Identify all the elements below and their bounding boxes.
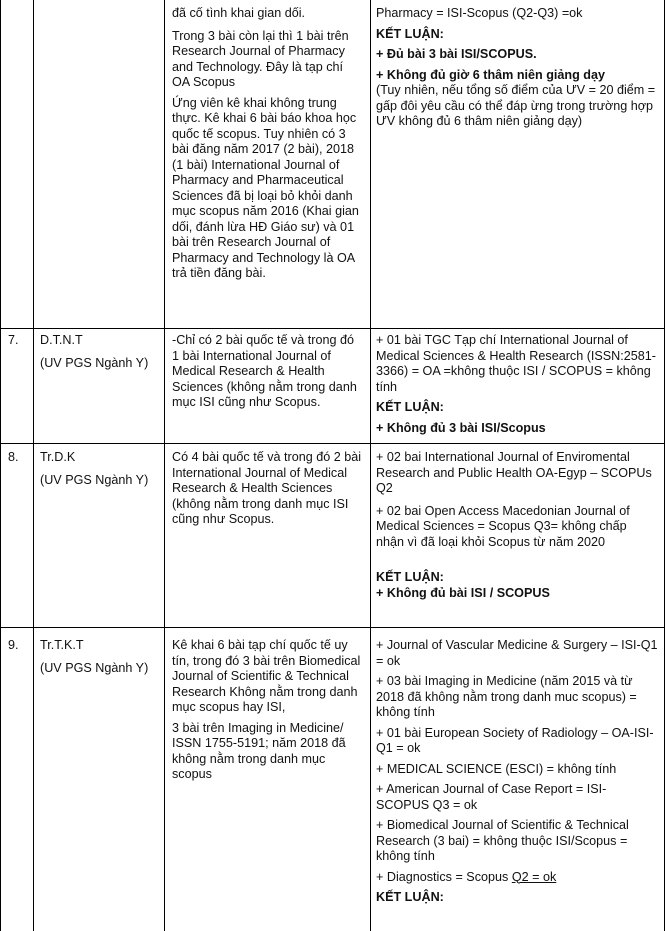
column-divider-3 <box>370 0 371 931</box>
assessment-text-prefix: + Diagnostics = Scopus <box>376 869 512 884</box>
conclusion-note: (Tuy nhiên, nếu tổng số điểm của ƯV = 20 điểm = gấp đôi yêu cầu có thể đáp ừng trong trường hợp ƯV không đủ 6 thâm niên giảng dạy) <box>376 83 656 128</box>
table-border-left <box>0 0 1 931</box>
findings-text: -Chỉ có 2 bài quốc tế và trong đó 1 bài International Journal of Medical Research & Health Sciences (không nằm trong danh mục ISI cũng như Scopus. <box>172 333 357 409</box>
assessment-cell <box>376 638 658 906</box>
assessment-text: + Journal of Vascular Medicine & Surgery – ISI-Q1 = ok <box>376 638 658 668</box>
assessment-text: + 01 bài TGC Tạp chí International Journal of Medical Sciences & Health Research (ISSN:2581-3366) = OA =không thuộc ISI / SCOPUS = không tính <box>376 333 656 394</box>
conclusion-text: + Không đủ 3 bài ISI/Scopus <box>376 420 546 435</box>
conclusion-label: KẾT LUẬN: <box>376 890 444 904</box>
findings-text: đã cố tình khai gian dối. <box>172 6 306 20</box>
row-number: 9. <box>8 638 19 652</box>
findings-cell <box>172 450 364 528</box>
assessment-cell <box>376 450 658 601</box>
findings-cell <box>172 333 364 411</box>
table-row <box>172 6 364 282</box>
assessment-text: Pharmacy = ISI-Scopus (Q2-Q3) =ok <box>376 6 583 20</box>
assessment-text: + MEDICAL SCIENCE (ESCI) = không tính <box>376 761 617 776</box>
candidate-name: Tr.D.K <box>40 450 76 464</box>
row-divider-9 <box>0 627 665 628</box>
findings-text: Kê khai 6 bài tạp chí quốc tế uy tín, trong đó 3 bài trên Biomedical Journal of Scientific & Technical Research Không nằm trong danh mục scopus hay ISI, <box>172 638 361 714</box>
underlined-quartile: Q2 = ok <box>511 869 557 884</box>
row-number: 8. <box>8 450 19 464</box>
conclusion-text: + Đủ bài 3 bài ISI/SCOPUS. <box>376 47 537 61</box>
candidate-cell <box>40 638 160 676</box>
row-divider-7 <box>0 328 665 329</box>
findings-text: Trong 3 bài còn lại thì 1 bài trên Research Journal of Pharmacy and Technology. Đây là tạp chí OA Scopus <box>172 28 349 89</box>
findings-text: Ứng viên kê khai không trung thực. Kê khai 6 bài báo khoa học quốc tế scopus. Tuy nhiên có 3 bài đăng năm 2017 (2 bài), 2018 (1 bài) International Journal of Pharmacy and Pharmaceutical Sciences đã bị loại bỏ khỏi danh mục scopus năm 2016 (Khai gian dối, đánh lừa HĐ Giáo sư) và 01 bài trên Research Journal of Pharmacy and Technology là OA trả tiền đăng bài. <box>172 95 359 280</box>
candidate-name: D.T.N.T <box>40 333 83 347</box>
candidate-role: (UV PGS Ngành Y) <box>40 472 149 487</box>
assessment-text: + Biomedical Journal of Scientific & Technical Research (3 bai) = không thuộc ISI/Scopus = không tính <box>376 818 629 863</box>
column-divider-1 <box>33 0 34 931</box>
assessment-text: + 02 bai Open Access Macedonian Journal of Medical Sciences = Scopus Q3= không chấp nhận vì đã loại khỏi Scopus từ năm 2020 <box>376 503 630 549</box>
assessment-cell <box>376 333 658 436</box>
conclusion-label: KẾT LUẬN: <box>376 26 444 41</box>
conclusion-label: KẾT LUẬN: <box>376 400 444 414</box>
conclusion-label: KẾT LUẬN: <box>376 570 444 584</box>
candidate-cell <box>40 450 160 488</box>
findings-text: Có 4 bài quốc tế và trong đó 2 bài International Journal of Medical Research & Health Sciences (không nằm trong danh mục ISI cũng như Scopus. <box>172 450 362 526</box>
assessment-text: + 01 bài European Society of Radiology – OA-ISI-Q1 = ok <box>376 725 654 755</box>
row-divider-8 <box>0 443 665 444</box>
assessment-text: + 03 bài Imaging in Medicine (năm 2015 và từ 2018 đã không nằm trong danh muc scopus) = không tính <box>376 674 637 719</box>
findings-text: 3 bài trên Imaging in Medicine/ ISSN 1755-5191; năm 2018 đã không nằm trong danh mục scopus <box>172 720 346 781</box>
assessment-text: + American Journal of Case Report = ISI-SCOPUS Q3 = ok <box>376 782 607 812</box>
candidate-role: (UV PGS Ngành Y) <box>40 355 149 370</box>
findings-cell <box>172 638 364 783</box>
assessment-text <box>376 870 658 886</box>
conclusion-text: + Không đủ bài ISI / SCOPUS <box>376 585 550 600</box>
candidate-cell <box>40 333 160 371</box>
candidate-name: Tr.T.K.T <box>40 638 84 652</box>
column-divider-2 <box>164 0 165 931</box>
candidate-role: (UV PGS Ngành Y) <box>40 660 149 675</box>
assessment-text: + 02 bai International Journal of Enviromental Research and Public Health OA-Egyp – SCOPUs Q2 <box>376 450 652 495</box>
conclusion-text: + Không đủ giờ 6 thâm niên giảng dạy <box>376 67 606 82</box>
assessment-cell <box>376 6 658 130</box>
row-number: 7. <box>8 333 19 347</box>
